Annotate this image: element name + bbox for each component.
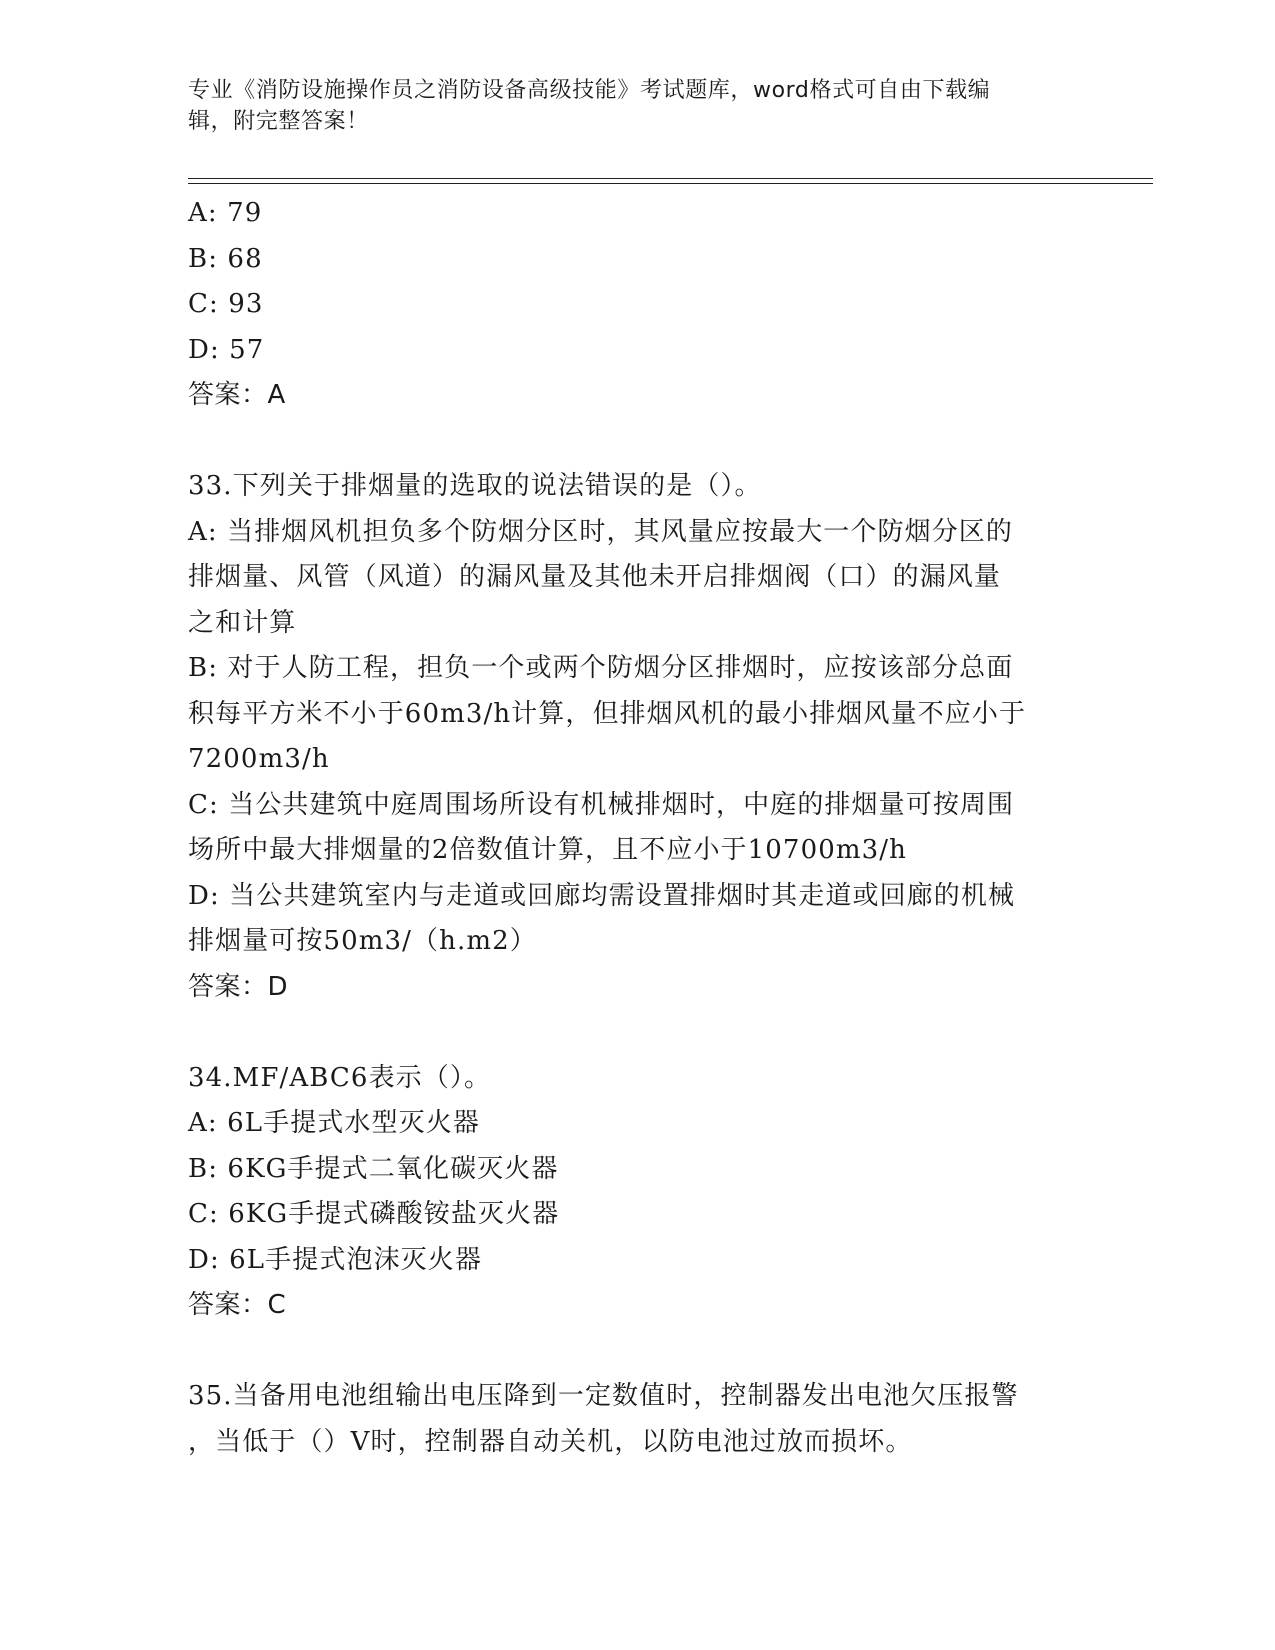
question-block-35 [188, 1374, 1088, 1465]
option-c: C: 93 [188, 289, 264, 319]
header-line: 辑，附完整答案！ [188, 109, 369, 134]
option-d: 排烟量可按50m3/（h.m2） [188, 926, 537, 956]
spacer [188, 1329, 1088, 1375]
question-text: 34.MF/ABC6表示（）。 [188, 1062, 492, 1093]
option-a: A: 6L手提式水型灭火器 [188, 1108, 480, 1138]
header-divider [188, 178, 1153, 179]
option-c: 场所中最大排烟量的2倍数值计算，且不应小于10700m3/h [188, 835, 907, 865]
option-c: C: 当公共建筑中庭周围场所设有机械排烟时，中庭的排烟量可按周围 [188, 789, 1015, 820]
question-text: ，当低于（）V时，控制器自动关机，以防电池过放而损坏。 [188, 1426, 913, 1457]
question-block-32 [188, 191, 1088, 419]
option-b: B: 6KG手提式二氧化碳灭火器 [188, 1153, 559, 1184]
question-list [188, 191, 1088, 1465]
answer-label: 答案：A [188, 380, 286, 410]
option-a: A: 79 [188, 198, 263, 228]
spacer [188, 419, 1088, 465]
header-line: 专业《消防设施操作员之消防设备高级技能》考试题库，word格式可自由下载编 [188, 78, 991, 103]
option-b: B: 对于人防工程，担负一个或两个防烟分区排烟时，应按该部分总面 [188, 653, 1014, 683]
option-c: C: 6KG手提式磷酸铵盐灭火器 [188, 1199, 560, 1229]
spacer [188, 1010, 1088, 1056]
option-a: A: 当排烟风机担负多个防烟分区时，其风量应按最大一个防烟分区的 [188, 516, 1014, 547]
option-b: 积每平方米不小于60m3/h计算，但排烟风机的最小排烟风量不应小于 [188, 698, 1027, 729]
option-d: D: 6L手提式泡沫灭火器 [188, 1244, 482, 1275]
question-block-34 [188, 1056, 1088, 1329]
question-block-33 [188, 464, 1088, 1010]
option-b: 7200m3/h [188, 744, 330, 774]
question-text: 35.当备用电池组输出电压降到一定数值时，控制器发出电池欠压报警 [188, 1381, 1019, 1411]
document-header [188, 75, 1068, 137]
header-divider [188, 183, 1153, 184]
option-d: D: 57 [188, 334, 265, 365]
option-a: 之和计算 [188, 607, 297, 638]
option-d: D: 当公共建筑室内与走道或回廊均需设置排烟时其走道或回廊的机械 [188, 880, 1016, 911]
question-text: 33.下列关于排烟量的选取的说法错误的是（）。 [188, 471, 762, 501]
answer-label: 答案：C [188, 1290, 287, 1320]
option-b: B: 68 [188, 243, 263, 274]
option-a: 排烟量、风管（风道）的漏风量及其他未开启排烟阀（口）的漏风量 [188, 562, 1002, 592]
answer-label: 答案：D [188, 971, 289, 1002]
